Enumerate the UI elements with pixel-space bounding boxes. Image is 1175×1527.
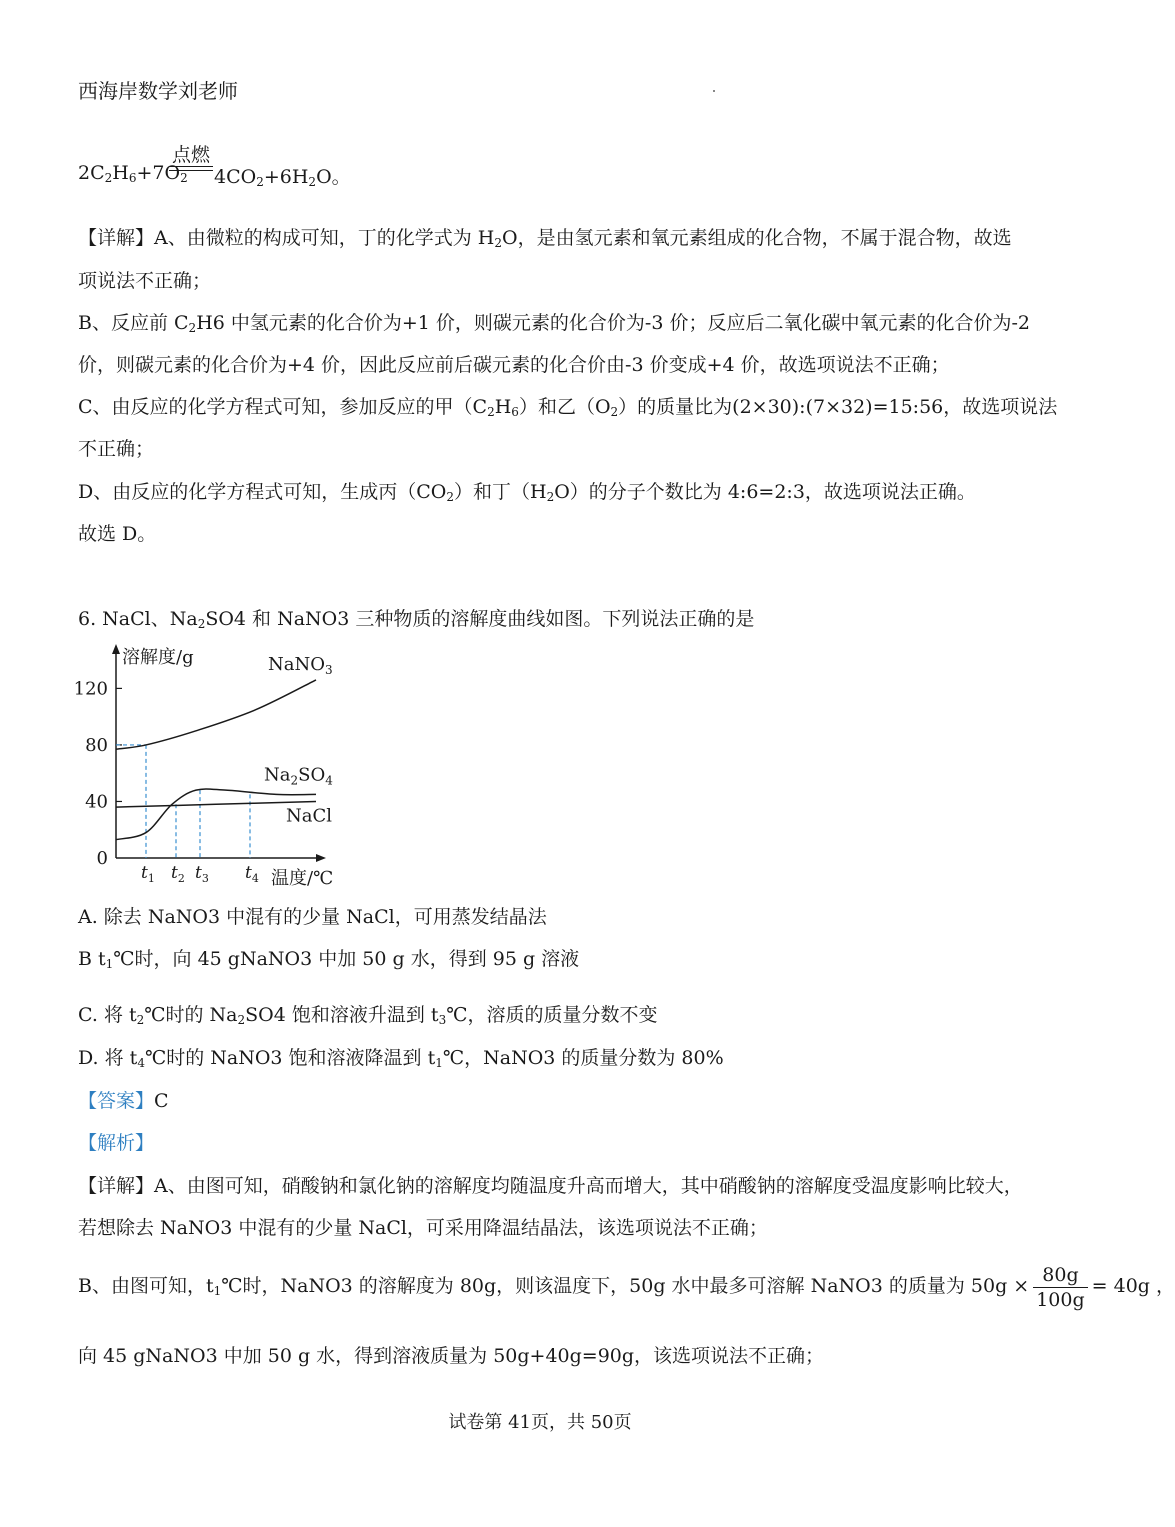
q5-detail-d: D、由反应的化学方程式可知，生成丙$(CO_2)$和丁$(H_2O)$的分子个数比为 4:6=2:3，故选项说法正确。 <box>78 481 976 504</box>
x-tick-label: $t_1$ <box>141 863 155 885</box>
q5-detail-a1: 【详解】A、由微粒的构成可知，丁的化学式为 $H_2O$，是由氢元素和氧元素组成的化合物，不属于混合物，故选 <box>78 227 1012 250</box>
x-tick-label: $t_3$ <box>195 863 209 885</box>
detail-tag: 【详解】 <box>78 227 155 249</box>
q6-option-c: C. 将 $t_2℃$时的 $Na_2SO4$ 饱和溶液升温到 $t_3℃$，溶质的质量分数不变 <box>78 1004 658 1027</box>
y-tick-label: 120 <box>73 678 108 700</box>
curve-nano3 <box>116 680 316 749</box>
q6-stem: 6. NaCl、$Na_2SO4$ 和 NaNO3 三种物质的溶解度曲线如图。下列说法正确的是 <box>78 608 755 631</box>
fraction-denominator: 100g <box>1036 1288 1085 1311</box>
q6-detail-b2: 向 45 gNaNO3 中加 50 g 水，得到溶液质量为 50g+40g=90g，该选项说法不正确； <box>78 1345 825 1367</box>
fraction <box>1033 1263 1087 1312</box>
x-axis-label: 温度/℃ <box>271 868 334 889</box>
q6-answer <box>78 1088 169 1114</box>
q5-detail-a2: 项说法不正确； <box>78 270 212 292</box>
y-axis-arrow <box>112 644 120 654</box>
chart-guides <box>116 745 250 858</box>
chart-labels <box>74 647 334 889</box>
q5-conclusion: 故选 D。 <box>78 523 157 545</box>
equals-sign <box>169 166 213 171</box>
x-tick-label: $t_2$ <box>171 863 185 885</box>
fraction-numerator: 80g <box>1033 1263 1087 1288</box>
series-label-nano3: NaNO$_3$ <box>268 654 333 678</box>
q5-detail-b1: B、反应前 $C_2H6$ 中氢元素的化合价为+1 价，则碳元素的化合价为-3 价；反应后二氧化碳中氧元素的化合价为-2 <box>78 312 1030 335</box>
y-tick-label: 40 <box>85 791 108 813</box>
answer-tag: 【答案】 <box>78 1090 155 1112</box>
q5-detail-b2: 价，则碳元素的化合价为+4 价，因此反应前后碳元素的化合价由-3 价变成+4 价，故选项说法不正确； <box>78 354 950 376</box>
equation-condition: 点燃 <box>171 144 210 166</box>
stray-dot <box>713 90 715 92</box>
q6-analysis-tag: 【解析】 <box>78 1132 155 1154</box>
q6-option-b: B $t_1℃$时，向 45 gNaNO3 中加 50 g 水，得到 95 g 溶液 <box>78 948 580 971</box>
detail-tag-2: 【详解】 <box>78 1175 155 1197</box>
q6-detail-b1: B、由图可知，$t_1℃$时，NaNO3 的溶解度为 80g，则该温度下，50g 水中最多可溶解 NaNO3 的质量为 50g × $\frac{80g}{100g}$ = 40g ， <box>78 1263 1175 1311</box>
y-tick-label: 80 <box>85 734 108 756</box>
q5-detail-c2: 不正确； <box>78 438 155 460</box>
series-label-na2so4: $Na_2SO_4$ <box>264 764 333 788</box>
series-label-nacl: NaCl <box>286 805 333 827</box>
q6-option-a: A. 除去 NaNO3 中混有的少量 NaCl，可用蒸发结晶法 <box>78 906 547 928</box>
q5-detail-c1: C、由反应的化学方程式可知，参加反应的甲$(C_2H_6)$和乙$(O_2)$的质量比为(2×30):(7×32)=15:56，故选项说法 <box>78 396 1058 419</box>
y-axis-label: 溶解度/g <box>122 647 194 668</box>
x-tick-label: $t_4$ <box>245 863 259 885</box>
q6-detail-a1: 【详解】A、由图可知，硝酸钠和氯化钠的溶解度均随温度升高而增大，其中硝酸钠的溶解度受温度影响比较大， <box>78 1175 1023 1197</box>
x-axis-arrow <box>316 854 326 862</box>
watermark-text: 西海岸数学刘老师 <box>78 79 238 103</box>
answer-value: C <box>154 1090 169 1112</box>
solubility-chart <box>70 640 360 890</box>
page-footer: 试卷第 41页，共 50页 <box>448 1412 632 1433</box>
q6-detail-a2: 若想除去 NaNO3 中混有的少量 NaCl，可采用降温结晶法，该选项说法不正确； <box>78 1217 768 1239</box>
chart-axes <box>112 644 326 862</box>
y-tick-label: 0 <box>96 848 108 869</box>
q6-option-d: D. 将 $t_4℃$时的 NaNO3 饱和溶液降温到 $t_1℃$，NaNO3 的质量分数为 80% <box>78 1047 724 1070</box>
